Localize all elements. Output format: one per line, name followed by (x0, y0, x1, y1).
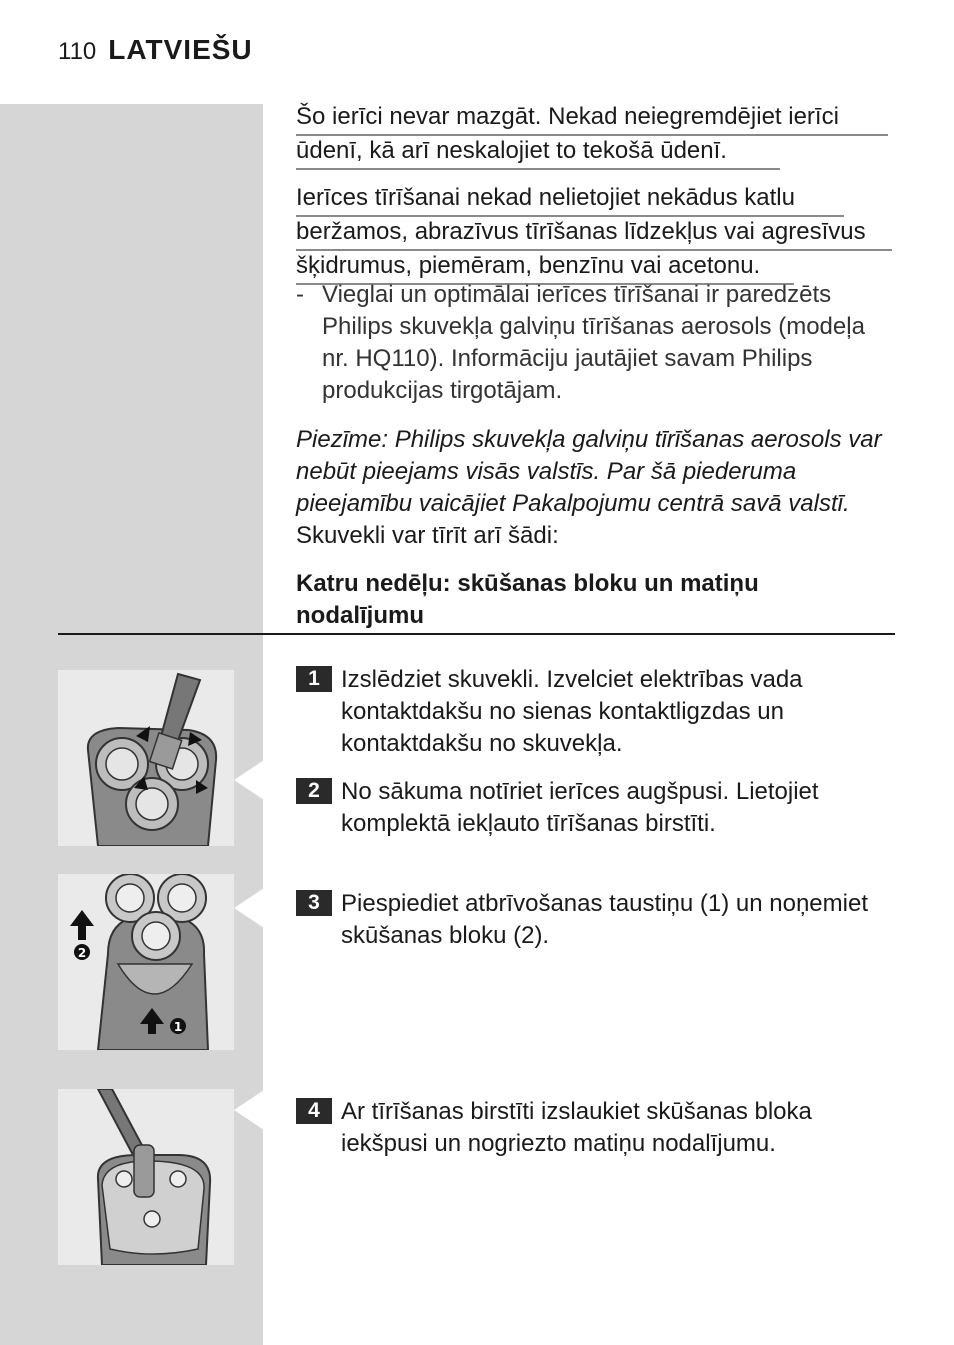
note-block (296, 424, 896, 552)
step-text: No sākuma notīriet ierīces augšpusi. Lietojiet komplektā iekļauto tīrīšanas birstīti. (341, 778, 819, 837)
figure-brush-inside (58, 1089, 234, 1265)
figure-pointer (234, 888, 264, 928)
page-number: 110 (58, 38, 97, 65)
warning-line: šķidrumus, piemēram, benzīnu vai acetonu. (296, 251, 794, 285)
warning-block (296, 183, 892, 285)
section-rule (58, 633, 895, 635)
figure-release (58, 874, 234, 1050)
section-title: LATVIEŠU (108, 34, 253, 65)
shaver-release-icon (58, 874, 234, 1050)
step-number-badge: 1 (296, 666, 332, 692)
step-number-badge: 3 (296, 890, 332, 916)
step-item (296, 776, 886, 840)
callout-number: 2 (77, 946, 87, 960)
page-header (58, 34, 253, 74)
figure-pointer (234, 760, 264, 800)
step-number-badge: 4 (296, 1098, 332, 1124)
warning-line: beržamos, abrazīvus tīrīšanas līdzekļus vai agresīvus (296, 217, 892, 251)
tip-text: Vieglai un optimālai ierīces tīrīšanai ir paredzēts Philips skuvekļa galviņu tīrīšanas aerosols (modeļa nr. HQ110). Informāciju jautājiet savam Philips produkcijas tirgotājam. (322, 281, 865, 404)
step-item (296, 888, 886, 952)
callout-number: 1 (173, 1020, 183, 1034)
tip-item (296, 279, 892, 407)
warning-line: ūdenī, kā arī neskalojiet to tekošā ūdenī. (296, 136, 780, 170)
step-text: Ar tīrīšanas birstīti izslaukiet skūšanas bloka iekšpusi un nogriezto matiņu nodalījumu. (341, 1098, 812, 1157)
shaver-brush-top-icon (58, 670, 234, 846)
step-text: Piespiediet atbrīvošanas taustiņu (1) un noņemiet skūšanas bloku (2). (341, 890, 868, 949)
step-item (296, 664, 886, 760)
note-plain: Skuvekli var tīrīt arī šādi: (296, 522, 559, 549)
warning-line: Šo ierīci nevar mazgāt. Nekad neiegremdējiet ierīci (296, 102, 888, 136)
step-text: Izslēdziet skuvekli. Izvelciet elektrības vada kontaktdakšu no sienas kontaktligzdas un kontaktdakšu no skuvekļa. (341, 666, 803, 757)
warning-line: Ierīces tīrīšanai nekad nelietojiet nekādus katlu (296, 183, 844, 217)
step-number-badge: 2 (296, 778, 332, 804)
subheading: Katru nedēļu: skūšanas bloku un matiņu nodalījumu (296, 570, 759, 629)
figure-brush-top (58, 670, 234, 846)
step-item (296, 1096, 886, 1160)
shaver-brush-inside-icon (58, 1089, 234, 1265)
note-italic: Piezīme: Philips skuvekļa galviņu tīrīšanas aerosols var nebūt pieejams visās valstīs. Par šā piederuma pieejamību vaicājiet Pakalpojumu centrā savā valstī. (296, 426, 882, 517)
figure-pointer (234, 1090, 264, 1130)
bullet-dash: - (296, 281, 304, 308)
warning-block (296, 102, 888, 170)
